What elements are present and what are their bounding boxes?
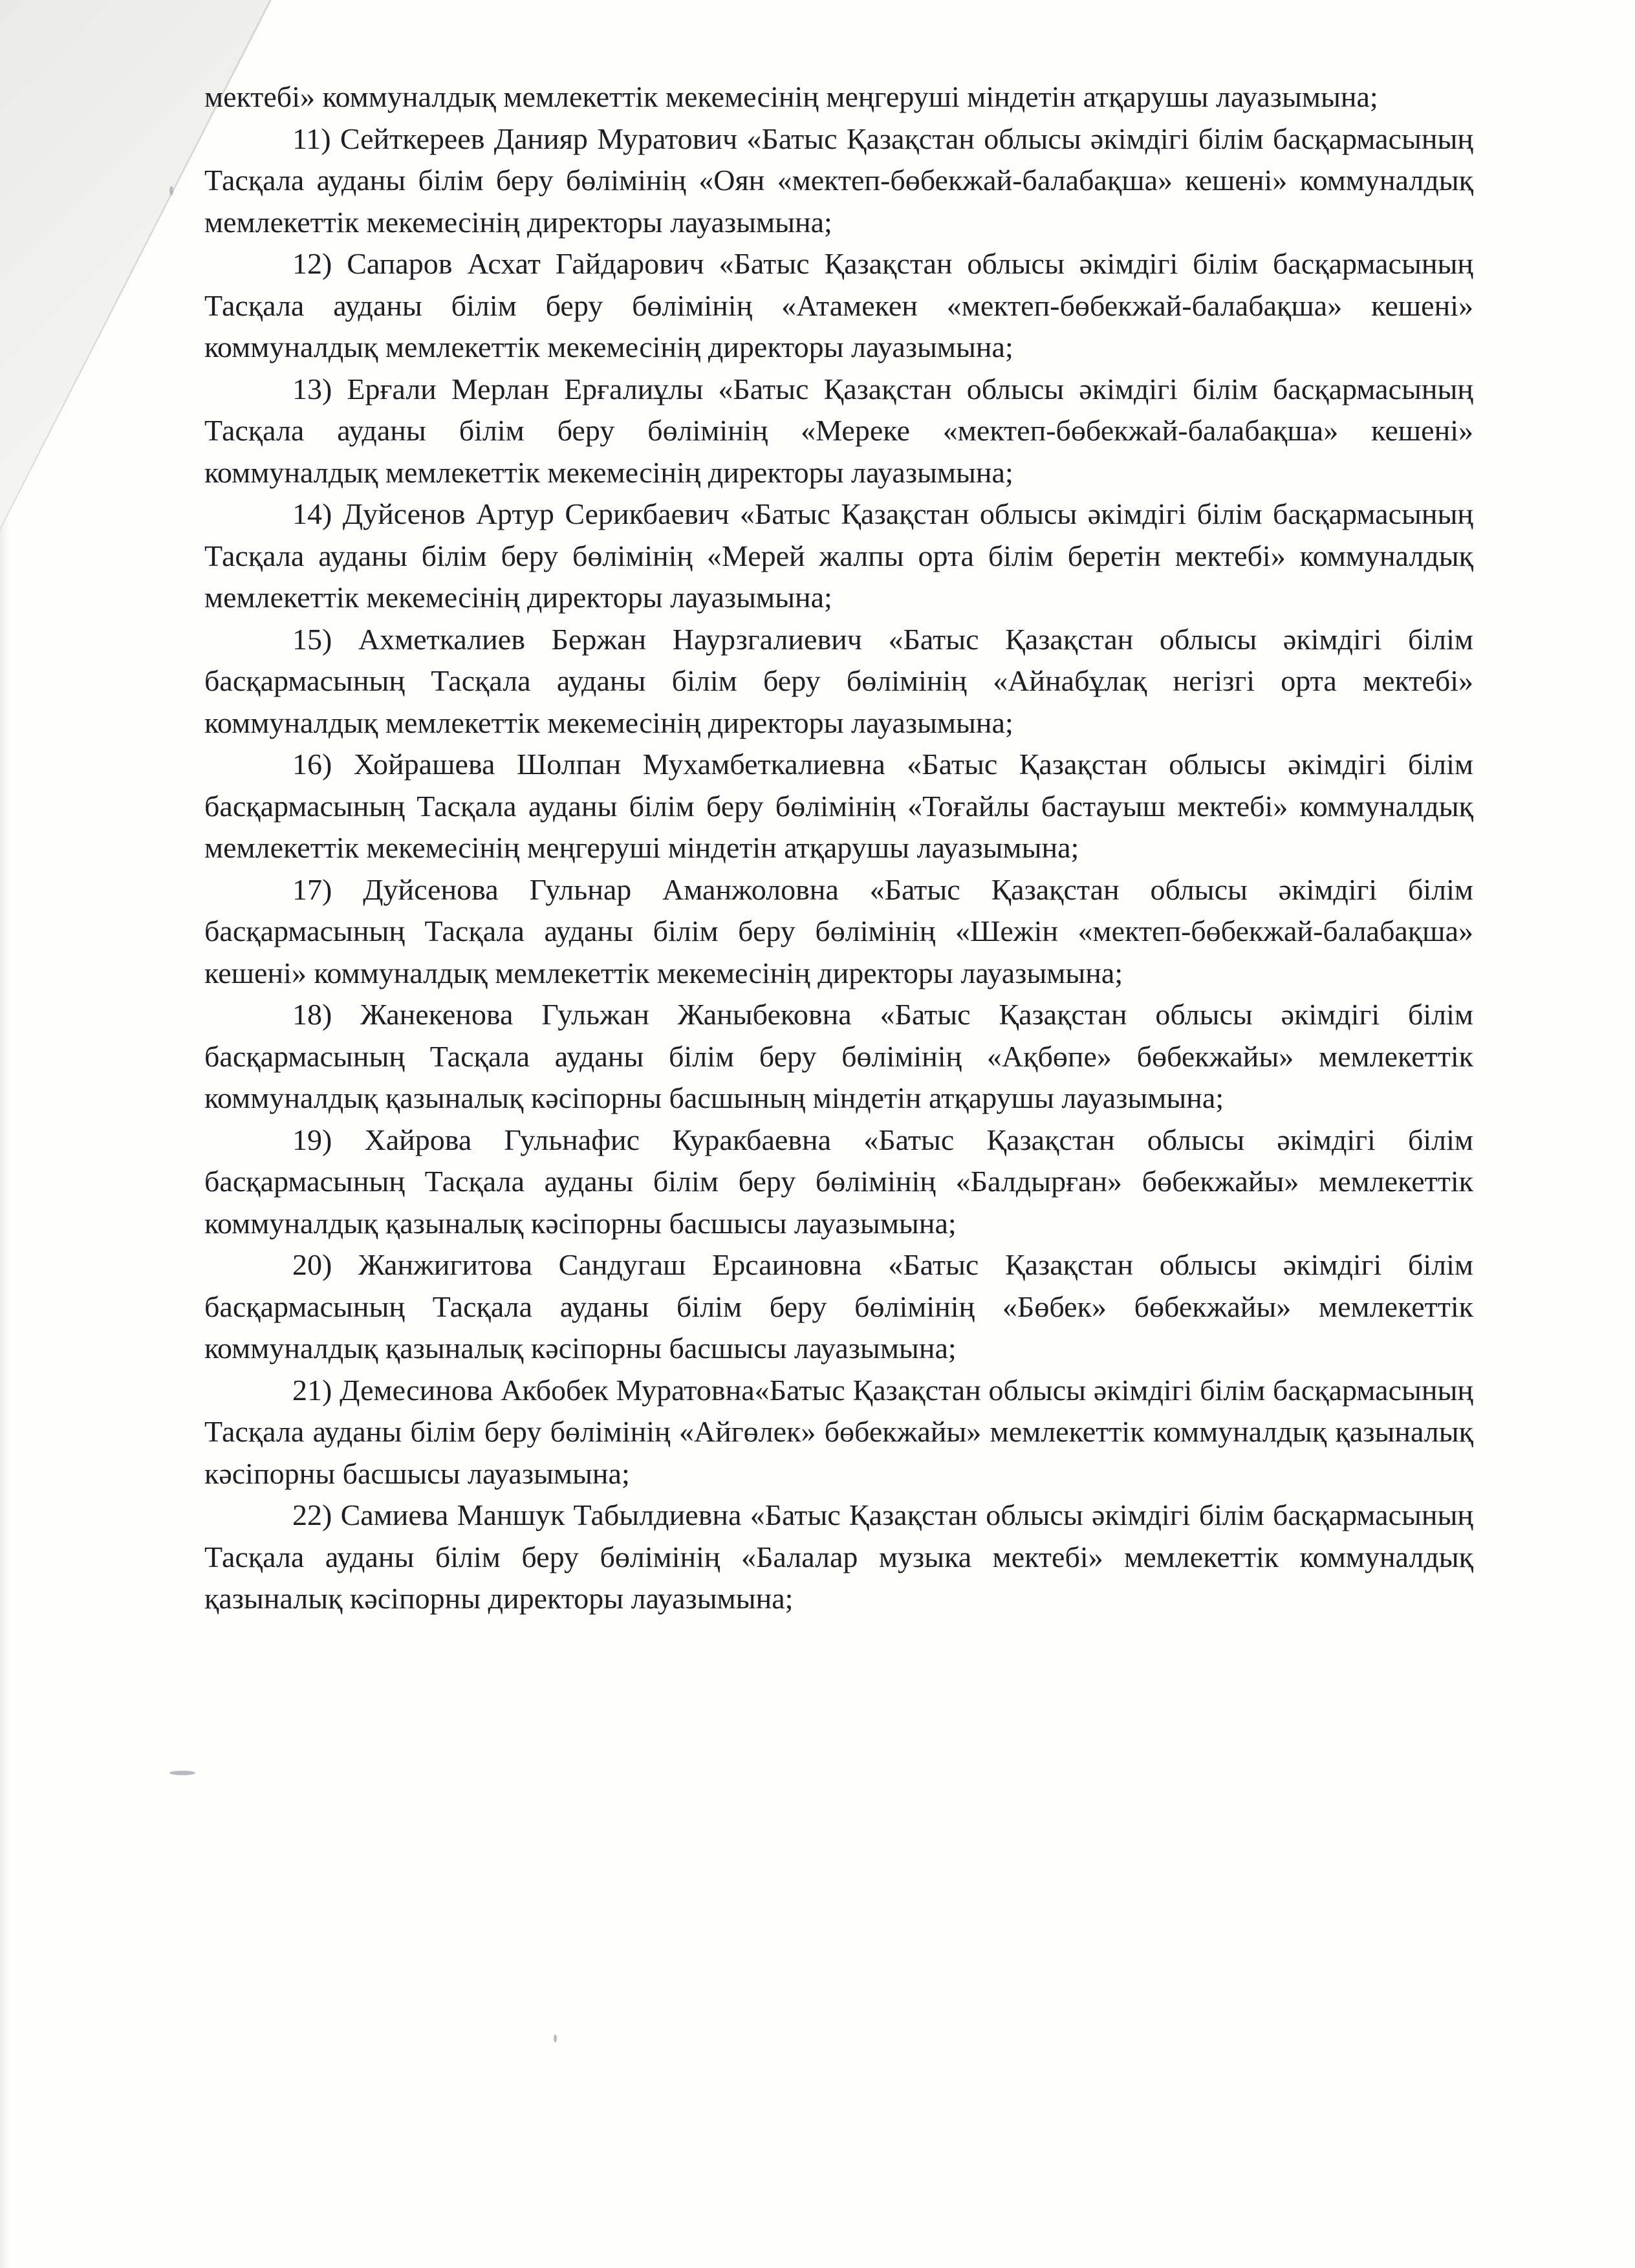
list-item-21: 21) Демесинова Акбобек Муратовна«Батыс Қазақстан облысы әкімдігі білім басқармасының Тасқала ауданы білім беру бөлімінің «Айгөлек» бөбекжайы» мемлекеттік коммуналдық қазыналық кәсіпорны басшысы лауазымына; [204, 1373, 1473, 1490]
list-item-13: 13) Ерғали Мерлан Ерғалиұлы «Батыс Қазақстан облысы әкімдігі білім басқармасының Тасқала ауданы білім беру бөлімінің «Мереке «мектеп-бөбекжай-балабақша» кешені» коммуналдық мемлекеттік мекемесінің директоры лауазымына; [204, 372, 1473, 489]
list-item-16: 16) Хойрашева Шолпан Мухамбеткалиевна «Батыс Қазақстан облысы әкімдігі білім басқармасының Тасқала ауданы білім беру бөлімінің «Тоғайлы бастауыш мектебі» коммуналдық мемлекеттік мекемесінің меңгеруші міндетін атқарушы лауазымына; [204, 748, 1473, 864]
list-item-17: 17) Дуйсенова Гульнар Аманжоловна «Батыс Қазақстан облысы әкімдігі білім басқармасының Тасқала ауданы білім беру бөлімінің «Шежін «мектеп-бөбекжай-балабақша» кешені» коммуналдық мемлекеттік мекемесінің директоры лауазымына; [204, 872, 1473, 989]
list-item-15: 15) Ахметкалиев Бержан Наурзгалиевич «Батыс Қазақстан облысы әкімдігі білім басқармасының Тасқала ауданы білім беру бөлімінің «Айнабұлақ негізгі орта мектебі» коммуналдық мемлекеттік мекемесінің директоры лауазымына; [204, 622, 1473, 739]
list-item-19: 19) Хайрова Гульнафис Куракбаевна «Батыс Қазақстан облысы әкімдігі білім басқармасының Тасқала ауданы білім беру бөлімінің «Балдырған» бөбекжайы» мемлекеттік коммуналдық қазыналық кәсіпорны басшысы лауазымына; [204, 1123, 1473, 1240]
list-item-18: 18) Жанекенова Гульжан Жаныбековна «Батыс Қазақстан облысы әкімдігі білім басқармасының Тасқала ауданы білім беру бөлімінің «Ақбөпе» бөбекжайы» мемлекеттік коммуналдық қазыналық кәсіпорны басшының міндетін атқарушы лауазымына; [204, 998, 1473, 1114]
scan-speck [169, 186, 173, 195]
document-body [204, 76, 1473, 1620]
list-item-22: 22) Самиева Маншук Табылдиевна «Батыс Қазақстан облысы әкімдігі білім басқармасының Тасқала ауданы білім беру бөлімінің «Балалар музыка мектебі» мемлекеттік коммуналдық қазыналық кәсіпорны директоры лауазымына; [204, 1498, 1473, 1615]
list-item-12: 12) Сапаров Асхат Гайдарович «Батыс Қазақстан облысы әкімдігі білім басқармасының Тасқала ауданы білім беру бөлімінің «Атамекен «мектеп-бөбекжай-балабақша» кешені» коммуналдық мемлекеттік мекемесінің директоры лауазымына; [204, 247, 1473, 363]
list-item-11: 11) Сейткереев Данияр Муратович «Батыс Қазақстан облысы әкімдігі білім басқармасының Тасқала ауданы білім беру бөлімінің «Оян «мектеп-бөбекжай-балабақша» кешені» коммуналдық мемлекеттік мекемесінің директоры лауазымына; [204, 122, 1473, 239]
scan-speck [554, 2035, 557, 2042]
scan-speck [169, 1771, 195, 1775]
list-item-14: 14) Дуйсенов Артур Серикбаевич «Батыс Қазақстан облысы әкімдігі білім басқармасының Тасқала ауданы білім беру бөлімінің «Мерей жалпы орта білім беретін мектебі» коммуналдық мемлекеттік мекемесінің директоры лауазымына; [204, 497, 1473, 614]
list-item-20: 20) Жанжигитова Сандугаш Ерсаиновна «Батыс Қазақстан облысы әкімдігі білім басқармасының Тасқала ауданы білім беру бөлімінің «Бөбек» бөбекжайы» мемлекеттік коммуналдық қазыналық кәсіпорны басшысы лауазымына; [204, 1248, 1473, 1365]
continuation-paragraph: мектебі» коммуналдық мемлекеттік мекемесінің меңгеруші міндетін атқарушы лауазымына; [204, 80, 1378, 113]
